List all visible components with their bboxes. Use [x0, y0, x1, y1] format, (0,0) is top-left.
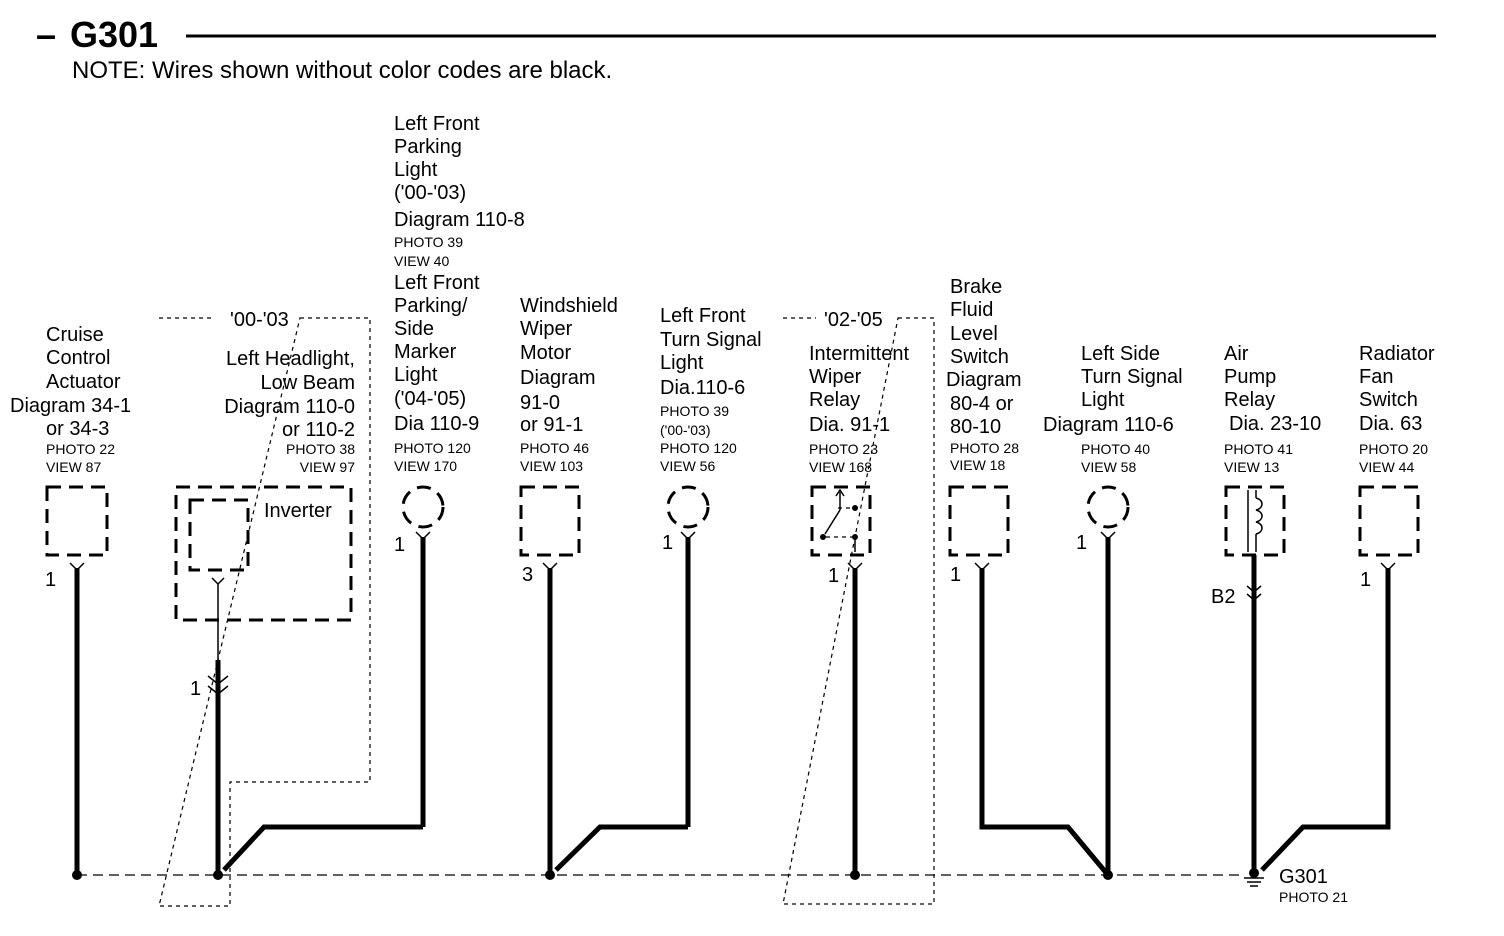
- turn-label-3: Dia.110-6: [660, 377, 746, 399]
- turn-photo: PHOTO 39: [660, 403, 729, 419]
- parking-view: VIEW 40: [394, 253, 450, 269]
- turn-bulb-icon: [668, 487, 708, 527]
- relay-connector-box: [812, 487, 870, 555]
- parking-label-0: Left Front: [394, 113, 480, 135]
- airpump-label-1: Pump: [1224, 366, 1277, 388]
- parking2-label-4: Light: [394, 364, 438, 386]
- brake-wire: [982, 568, 1108, 875]
- brake-label-5: 80-4 or: [950, 393, 1014, 415]
- radiator-label-1: Fan: [1359, 366, 1394, 388]
- airpump-label-2: Relay: [1224, 389, 1276, 411]
- wiper-label-5: or 91-1: [520, 414, 584, 436]
- turn-photo-note: ('00-'03): [660, 422, 711, 438]
- note-text: NOTE: Wires shown without color codes are black.: [72, 57, 613, 84]
- sideturn-bulb-icon: [1088, 487, 1128, 527]
- airpump-view: VIEW 13: [1224, 459, 1280, 475]
- cruise-label-0: Cruise: [46, 324, 104, 346]
- splice-dot-relay: [850, 870, 860, 880]
- headlight-pin: 1: [190, 678, 202, 700]
- relay-pin: 1: [828, 565, 840, 587]
- relay-photo: PHOTO 23: [809, 441, 878, 457]
- component-airpump: [1211, 343, 1321, 870]
- relay-label-0: Intermittent: [809, 343, 910, 365]
- brake-label-0: Brake: [950, 276, 1003, 298]
- sideturn-view: VIEW 58: [1081, 459, 1137, 475]
- component-parking: [394, 113, 525, 827]
- brake-view: VIEW 18: [950, 457, 1006, 473]
- turn-splice-wire: [556, 827, 688, 870]
- airpump-label-0: Air: [1224, 343, 1249, 365]
- wiper-view: VIEW 103: [520, 458, 584, 474]
- radiator-label-2: Switch: [1359, 389, 1418, 411]
- headlight-label-2: Diagram 110-0: [224, 396, 355, 418]
- inverter-label: Inverter: [264, 500, 332, 522]
- headlight-label-0: Left Headlight,: [226, 348, 355, 370]
- wiper-connector-box: [521, 487, 579, 555]
- sideturn-label-1: Turn Signal: [1081, 366, 1183, 388]
- airpump-connector-box: [1226, 487, 1284, 555]
- radiator-connector-box: [1360, 487, 1418, 555]
- parking-splice-wire: [224, 827, 423, 870]
- brake-label-4: Diagram: [946, 369, 1022, 391]
- splice-dot-headlight: [213, 870, 223, 880]
- headlight-group-label: '00-'03: [230, 309, 289, 331]
- brake-photo: PHOTO 28: [950, 440, 1019, 456]
- relay-view: VIEW 168: [809, 459, 873, 475]
- wiper-label-2: Motor: [520, 342, 572, 364]
- cruise-view: VIEW 87: [46, 459, 102, 475]
- radiator-view: VIEW 44: [1359, 459, 1415, 475]
- splice-dot-cruise: [72, 870, 82, 880]
- header-dash: –: [36, 14, 57, 55]
- turn-photo2: PHOTO 120: [660, 440, 737, 456]
- airpump-pin: B2: [1211, 586, 1236, 608]
- component-headlight: [176, 348, 355, 875]
- page-title: G301: [70, 14, 159, 55]
- parking-pin: 1: [394, 534, 406, 556]
- relay-switch-icon: [820, 490, 858, 552]
- headlight-label-1: Low Beam: [260, 372, 355, 394]
- ground-icon: [1244, 873, 1264, 886]
- inverter-terminal-icon: [212, 578, 224, 584]
- sideturn-pin: 1: [1076, 532, 1088, 554]
- wiper-pin: 3: [522, 564, 534, 586]
- sideturn-photo: PHOTO 40: [1081, 441, 1150, 457]
- brake-label-2: Level: [950, 323, 998, 345]
- airpump-photo: PHOTO 41: [1224, 441, 1293, 457]
- sideturn-label-2: Light: [1081, 389, 1125, 411]
- parking2-photo: PHOTO 120: [394, 440, 471, 456]
- cruise-label-4: or 34-3: [46, 418, 110, 440]
- parking-bulb-icon: [403, 487, 443, 527]
- inverter-box: [190, 500, 248, 570]
- wiper-label-3: Diagram: [520, 367, 596, 389]
- parking-label-2: Light: [394, 159, 438, 181]
- component-cruise: [10, 324, 131, 875]
- turn-label-0: Left Front: [660, 305, 746, 327]
- relay-label-3: Dia. 91-1: [809, 414, 891, 436]
- parking2-label-3: Marker: [394, 341, 457, 363]
- wiper-label-1: Wiper: [520, 318, 573, 340]
- cruise-connector-box: [47, 487, 107, 555]
- parking2-label-2: Side: [394, 318, 435, 340]
- radiator-pin: 1: [1360, 569, 1372, 591]
- parking2-label-6: Dia 110-9: [394, 413, 480, 435]
- splice-dot-wiper: [545, 870, 555, 880]
- cruise-photo: PHOTO 22: [46, 441, 115, 457]
- component-wiper: [520, 295, 618, 875]
- parking-label-4: Diagram 110-8: [394, 209, 525, 231]
- ground-photo: PHOTO 21: [1279, 889, 1348, 905]
- relay-label-1: Wiper: [809, 366, 862, 388]
- brake-label-6: 80-10: [950, 416, 1002, 438]
- radiator-wire: [1262, 568, 1388, 870]
- brake-label-1: Fluid: [950, 299, 994, 321]
- cruise-pin: 1: [45, 569, 57, 591]
- coil-icon: [1248, 490, 1262, 552]
- headlight-photo: PHOTO 38: [286, 441, 355, 457]
- brake-label-3: Switch: [950, 346, 1009, 368]
- parking-label-1: Parking: [394, 136, 462, 158]
- radiator-label-0: Radiator: [1359, 343, 1435, 365]
- turn-label-1: Turn Signal: [660, 329, 762, 351]
- cruise-label-2: Actuator: [46, 371, 121, 393]
- sideturn-label-0: Left Side: [1081, 343, 1160, 365]
- parking2-label-0: Left Front: [394, 272, 480, 294]
- sideturn-label-3: Diagram 110-6: [1043, 414, 1174, 436]
- radiator-photo: PHOTO 20: [1359, 441, 1428, 457]
- wiper-label-0: Windshield: [520, 295, 618, 317]
- wiper-label-4: 91-0: [520, 392, 561, 414]
- relay-label-2: Relay: [809, 389, 861, 411]
- turn-label-2: Light: [660, 352, 704, 374]
- relay-group-label: '02-'05: [824, 309, 883, 331]
- radiator-label-3: Dia. 63: [1359, 413, 1423, 435]
- airpump-label-3: Dia. 23-10: [1229, 413, 1322, 435]
- component-turn: [660, 305, 762, 827]
- ground-label: G301: [1279, 866, 1328, 888]
- component-sideturn: [1043, 343, 1183, 875]
- parking-photo: PHOTO 39: [394, 234, 463, 250]
- parking2-label-5: ('04-'05): [394, 388, 467, 410]
- parking2-label-1: Parking/: [394, 295, 468, 317]
- headlight-label-3: or 110-2: [281, 419, 355, 441]
- brake-pin: 1: [950, 564, 962, 586]
- headlight-view: VIEW 97: [299, 459, 355, 475]
- wiper-photo: PHOTO 46: [520, 440, 589, 456]
- turn-pin: 1: [662, 532, 674, 554]
- parking-label-3: ('00-'03): [394, 182, 467, 204]
- parking2-view: VIEW 170: [394, 458, 458, 474]
- brake-connector-box: [950, 487, 1008, 555]
- cruise-label-3: Diagram 34-1: [10, 395, 132, 417]
- turn-view: VIEW 56: [660, 458, 716, 474]
- component-relay: [809, 343, 909, 875]
- splice-dot-sideturn: [1103, 870, 1113, 880]
- cruise-label-1: Control: [46, 347, 111, 369]
